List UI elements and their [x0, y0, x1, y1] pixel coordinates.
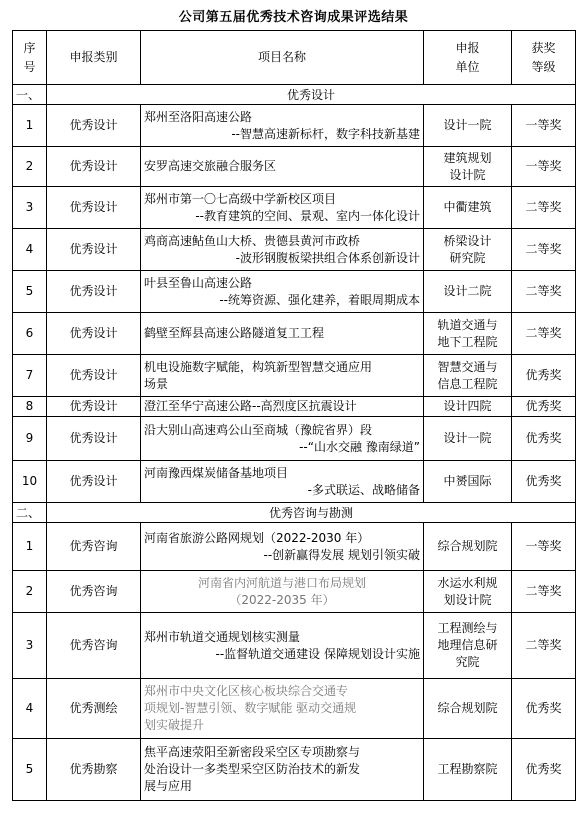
- table-row: [13, 739, 576, 801]
- row-unit: [424, 523, 512, 571]
- project-line: 河南省内河航道与港口布局规划: [197, 575, 366, 590]
- unit-line: 地理信息研: [437, 638, 498, 652]
- row-award: 二等奖: [512, 229, 576, 271]
- row-unit: [424, 355, 512, 397]
- unit-line: 轨道交通与: [437, 317, 498, 332]
- table-row: [13, 271, 576, 313]
- unit-line: 工程测绘与: [437, 621, 498, 635]
- header-row: [13, 31, 576, 85]
- unit-line: 建筑规划: [443, 150, 492, 165]
- unit-line: 综合规划院: [437, 701, 498, 715]
- row-project: [141, 229, 424, 271]
- project-line: 项规划-智慧引领、数字赋能 驱动交通规: [144, 701, 357, 715]
- row-unit: [424, 739, 512, 801]
- row-unit: [424, 313, 512, 355]
- header-award: 获奖 等级: [512, 31, 576, 85]
- table-row: [13, 613, 576, 679]
- row-award: 二等奖: [512, 271, 576, 313]
- row-award: 二等奖: [512, 187, 576, 229]
- table-row: [13, 523, 576, 571]
- row-project: [141, 105, 424, 147]
- row-number: 10: [13, 461, 47, 503]
- unit-line: 究院: [455, 655, 480, 669]
- section-name: 优秀设计: [47, 85, 576, 105]
- section-index: 一、: [13, 85, 47, 105]
- row-number: 5: [13, 739, 47, 801]
- unit-line: 设计一院: [443, 118, 492, 132]
- row-unit: [424, 105, 512, 147]
- row-category: 优秀设计: [47, 271, 141, 313]
- project-line: 郑州市中央文化区核心板块综合交通专: [144, 684, 349, 698]
- row-category: 优秀测绘: [47, 679, 141, 739]
- row-award: 优秀奖: [512, 461, 576, 503]
- unit-line: 研究院: [449, 250, 486, 265]
- table-row: [13, 571, 576, 613]
- row-number: 3: [13, 187, 47, 229]
- project-line: 河南豫西煤炭储备基地项目: [144, 465, 289, 480]
- project-line: -多式联运、战略储备: [307, 482, 420, 497]
- unit-line: 水运水利规: [437, 575, 498, 590]
- row-award: 优秀奖: [512, 355, 576, 397]
- row-award: 优秀奖: [512, 417, 576, 461]
- unit-line: 中赟国际: [443, 474, 492, 488]
- project-line: 鸡商高速鲇鱼山大桥、贵德县黄河市政桥: [144, 233, 361, 248]
- project-line: 场景: [144, 376, 169, 391]
- row-project: [141, 147, 424, 187]
- row-award: 优秀奖: [512, 739, 576, 801]
- results-table: [12, 30, 576, 801]
- row-category: 优秀咨询: [47, 523, 141, 571]
- row-category: 优秀设计: [47, 147, 141, 187]
- row-project: [141, 613, 424, 679]
- row-category: 优秀咨询: [47, 571, 141, 613]
- row-unit: [424, 417, 512, 461]
- row-category: 优秀设计: [47, 105, 141, 147]
- project-line: --统筹资源、强化建养，着眼周期成本: [219, 292, 420, 307]
- project-line: -波形钢腹板梁拱组合体系创新设计: [235, 250, 420, 265]
- project-line: 焦平高速荥阳至新密段采空区专项勘察与: [144, 745, 361, 759]
- section-row: [13, 85, 576, 105]
- row-unit: [424, 571, 512, 613]
- row-project: [141, 679, 424, 739]
- row-project: [141, 461, 424, 503]
- project-line: 鹤壁至辉县高速公路隧道复工工程: [144, 326, 325, 340]
- table-row: [13, 397, 576, 417]
- row-unit: [424, 613, 512, 679]
- row-category: 优秀咨询: [47, 613, 141, 679]
- header-unit: 申报 单位: [424, 31, 512, 85]
- table-row: [13, 229, 576, 271]
- header-category: 申报类别: [47, 31, 141, 85]
- unit-line: 地下工程院: [437, 334, 498, 349]
- row-number: 1: [13, 523, 47, 571]
- row-category: 优秀设计: [47, 187, 141, 229]
- row-number: 6: [13, 313, 47, 355]
- project-line: 叶县至鲁山高速公路: [144, 275, 253, 290]
- row-number: 2: [13, 147, 47, 187]
- table-row: [13, 417, 576, 461]
- row-award: 一等奖: [512, 523, 576, 571]
- project-line: 处治设计一多类型采空区防治技术的新发: [144, 762, 361, 776]
- project-line: 郑州市第一〇七高级中学新校区项目: [144, 191, 337, 206]
- row-award: 二等奖: [512, 571, 576, 613]
- row-number: 9: [13, 417, 47, 461]
- project-line: 沿大别山高速鸡公山至商城（豫皖省界）段: [144, 422, 373, 437]
- table-row: [13, 187, 576, 229]
- row-project: [141, 355, 424, 397]
- row-number: 3: [13, 613, 47, 679]
- table-row: [13, 355, 576, 397]
- row-category: 优秀设计: [47, 355, 141, 397]
- table-row: [13, 679, 576, 739]
- row-unit: [424, 461, 512, 503]
- project-line: --创新赢得发展 规划引领实破: [263, 547, 420, 562]
- project-line: 展与应用: [144, 779, 193, 793]
- unit-line: 设计院: [449, 167, 486, 182]
- table-row: [13, 147, 576, 187]
- row-project: [141, 271, 424, 313]
- unit-line: 设计二院: [443, 284, 492, 298]
- row-number: 4: [13, 679, 47, 739]
- section-row: [13, 503, 576, 523]
- row-project: [141, 313, 424, 355]
- row-number: 1: [13, 105, 47, 147]
- row-category: 优秀设计: [47, 461, 141, 503]
- unit-line: 中衢建筑: [443, 200, 492, 214]
- row-unit: [424, 679, 512, 739]
- row-category: 优秀设计: [47, 229, 141, 271]
- row-category: 优秀设计: [47, 417, 141, 461]
- project-line: --教育建筑的空间、景观、室内一体化设计: [195, 208, 420, 223]
- table-row: [13, 105, 576, 147]
- row-project: [141, 187, 424, 229]
- row-number: 2: [13, 571, 47, 613]
- project-line: 划实破提升: [144, 718, 205, 732]
- row-unit: [424, 271, 512, 313]
- row-award: 一等奖: [512, 105, 576, 147]
- table-row: [13, 461, 576, 503]
- unit-line: 划设计院: [443, 592, 492, 607]
- row-project: [141, 417, 424, 461]
- table-row: [13, 313, 576, 355]
- project-line: （2022-2035 年）: [229, 592, 335, 607]
- unit-line: 信息工程院: [437, 376, 498, 391]
- row-award: 二等奖: [512, 313, 576, 355]
- row-award: 二等奖: [512, 613, 576, 679]
- unit-line: 智慧交通与: [437, 359, 498, 374]
- unit-line: 桥梁设计: [443, 233, 492, 248]
- project-line: --“山水交融 豫南绿道”: [299, 439, 420, 454]
- project-line: 郑州至洛阳高速公路: [144, 109, 253, 124]
- row-unit: [424, 147, 512, 187]
- project-line: 澄江至华宁高速公路--高烈度区抗震设计: [144, 399, 357, 413]
- row-number: 5: [13, 271, 47, 313]
- header-project: 项目名称: [141, 31, 424, 85]
- unit-line: 综合规划院: [437, 539, 498, 553]
- project-line: --智慧高速新标杆，数字科技新基建: [231, 126, 420, 141]
- project-line: 郑州市轨道交通规划核实测量: [144, 629, 301, 644]
- row-award: 一等奖: [512, 147, 576, 187]
- document-title: 公司第五届优秀技术咨询成果评选结果: [178, 10, 409, 25]
- row-award: 优秀奖: [512, 679, 576, 739]
- row-category: 优秀设计: [47, 397, 141, 417]
- unit-line: 设计一院: [443, 431, 492, 445]
- row-category: 优秀设计: [47, 313, 141, 355]
- row-project: [141, 397, 424, 417]
- section-index: 二、: [13, 503, 47, 523]
- row-unit: [424, 397, 512, 417]
- unit-line: 工程勘察院: [437, 762, 498, 776]
- row-number: 7: [13, 355, 47, 397]
- project-line: 安罗高速交旅融合服务区: [144, 159, 277, 173]
- row-project: [141, 571, 424, 613]
- row-number: 8: [13, 397, 47, 417]
- section-name: 优秀咨询与勘测: [47, 503, 576, 523]
- project-line: --监督轨道交通建设 保障规划设计实施: [215, 646, 420, 661]
- row-project: [141, 739, 424, 801]
- header-no: 序 号: [13, 31, 47, 85]
- row-unit: [424, 187, 512, 229]
- unit-line: 设计四院: [443, 399, 492, 413]
- project-line: 河南省旅游公路网规划（2022-2030 年）: [144, 530, 370, 545]
- row-unit: [424, 229, 512, 271]
- row-award: 优秀奖: [512, 397, 576, 417]
- row-category: 优秀勘察: [47, 739, 141, 801]
- row-project: [141, 523, 424, 571]
- project-line: 机电设施数字赋能，构筑新型智慧交通应用: [144, 359, 373, 374]
- row-number: 4: [13, 229, 47, 271]
